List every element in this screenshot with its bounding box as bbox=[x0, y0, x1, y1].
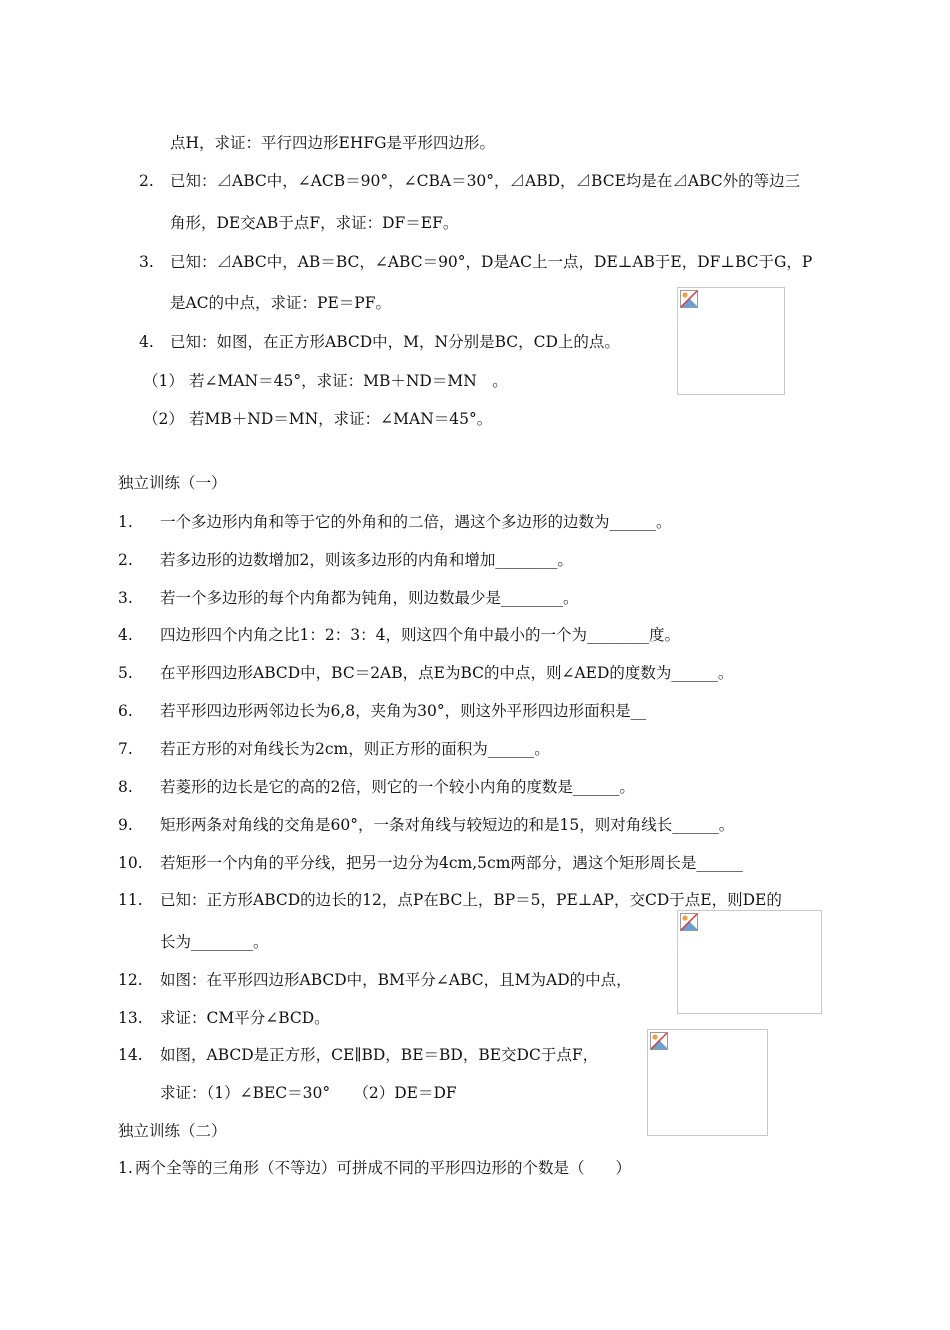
problem-number: 3. bbox=[139, 253, 154, 271]
figure-problem-14 bbox=[647, 1029, 768, 1136]
list-item: 11. 已知：正方形ABCD的边长的12，点P在BC上，BP＝5，PE⊥AP，交CD于点E，则DE的 bbox=[118, 891, 782, 909]
figure-problem-11 bbox=[677, 910, 822, 1014]
list-item: 14. 如图，ABCD是正方形，CE∥BD，BE＝BD，BE交DC于点F， bbox=[118, 1046, 599, 1064]
list-item: 9. 矩形两条对角线的交角是60°，一条对角线与较短边的和是15，则对角线长______。 bbox=[118, 816, 735, 834]
sub-item-1: （1） 若∠MAN＝45°，求证：MB＋ND＝MN 。 bbox=[143, 372, 508, 390]
list-item: 6. 若平形四边形两邻边长为6,8，夹角为30°，则这外平形四边形面积是__ bbox=[118, 702, 647, 720]
problem-4 bbox=[139, 332, 620, 352]
problem-text: 已知：如图，在正方形ABCD中，M，N分别是BC，CD上的点。 bbox=[170, 333, 620, 351]
sub-item-2: （2） 若MB＋ND＝MN，求证：∠MAN＝45°。 bbox=[143, 410, 493, 428]
problem-2 bbox=[139, 171, 800, 191]
list-item: 长为________。 bbox=[160, 933, 269, 951]
list-item: 7. 若正方形的对角线长为2cm，则正方形的面积为______。 bbox=[118, 740, 550, 758]
list-item: 4. 四边形四个内角之比1：2：3：4，则这四个角中最小的一个为________度。 bbox=[118, 626, 680, 644]
figure-square-abcd bbox=[677, 287, 785, 395]
broken-image-icon bbox=[680, 290, 698, 308]
problem-number: 2. bbox=[139, 172, 154, 190]
list-item: 1. 一个多边形内角和等于它的外角和的二倍，遇这个多边形的边数为______。 bbox=[118, 513, 672, 531]
section-title-1: 独立训练（一） bbox=[118, 474, 227, 492]
list-item: 12. 如图：在平形四边形ABCD中，BM平分∠ABC，且M为AD的中点， bbox=[118, 971, 632, 989]
list-item: 5. 在平形四边形ABCD中，BC＝2AB，点E为BC的中点，则∠AED的度数为______。 bbox=[118, 664, 734, 682]
section-title-2: 独立训练（二） bbox=[118, 1122, 227, 1140]
problem-1-continuation: 点H，求证：平行四边形EHFG是平形四边形。 bbox=[170, 134, 495, 152]
list-item: 3. 若一个多边形的每个内角都为钝角，则边数最少是________。 bbox=[118, 589, 579, 607]
broken-image-icon bbox=[650, 1032, 668, 1050]
broken-image-icon bbox=[680, 913, 698, 931]
problem-number: 4. bbox=[139, 333, 154, 351]
list-item: 13. 求证：CM平分∠BCD。 bbox=[118, 1009, 330, 1027]
problem-2-line2: 角形，DE交AB于点F，求证：DF＝EF。 bbox=[170, 214, 459, 232]
list-item: 2. 若多边形的边数增加2，则该多边形的内角和增加________。 bbox=[118, 551, 573, 569]
list-item: 求证：（1）∠BEC＝30° （2）DE＝DF bbox=[160, 1084, 457, 1102]
list-item: 8. 若菱形的边长是它的高的2倍，则它的一个较小内角的度数是______。 bbox=[118, 778, 635, 796]
list-item: 10. 若矩形一个内角的平分线，把另一边分为4cm,5cm两部分，遇这个矩形周长是______ bbox=[118, 854, 743, 872]
problem-3-line2: 是AC的中点，求证：PE＝PF。 bbox=[170, 294, 391, 312]
problem-text: 已知：⊿ABC中，∠ACB＝90°，∠CBA＝30°，⊿ABD，⊿BCE均是在⊿ABC外的等边三 bbox=[170, 172, 801, 190]
list-item: 1. 两个全等的三角形（不等边）可拼成不同的平形四边形的个数是（ ） bbox=[118, 1159, 632, 1177]
problem-text: 已知：⊿ABC中，AB＝BC，∠ABC＝90°，D是AC上一点，DE⊥AB于E，DF⊥BC于G，P bbox=[170, 253, 813, 271]
problem-3 bbox=[139, 252, 812, 272]
